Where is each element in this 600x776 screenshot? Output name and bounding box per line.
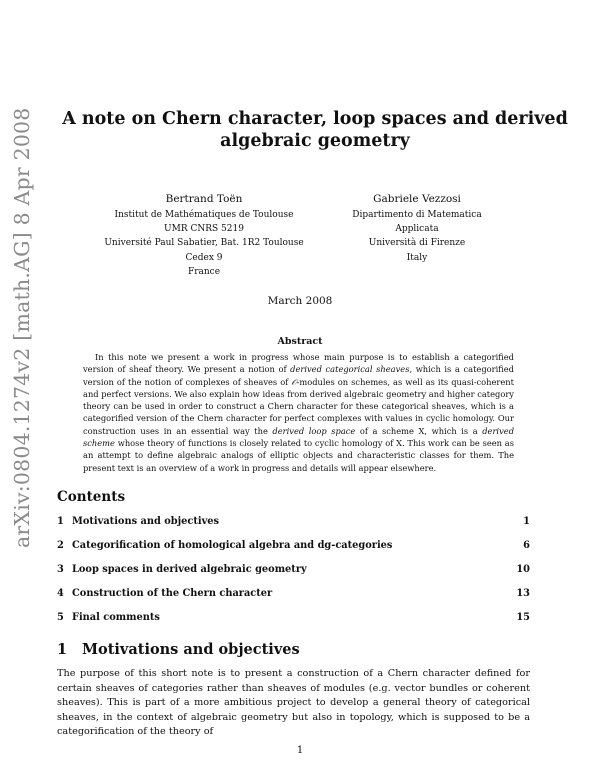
affiliation-line: Université Paul Sabatier, Bat. 1R2 Toulouse Cedex 9 (104, 238, 304, 263)
section-number: 1 (57, 641, 68, 658)
toc-entry-number: 5 (57, 612, 64, 623)
toc-entry[interactable] (57, 588, 530, 599)
toc-entry-title: Motivations and objectives (72, 516, 220, 527)
page-number: 1 (296, 745, 304, 756)
abstract-heading: Abstract (277, 336, 323, 347)
affiliation-line: Dipartimento di Matematica Applicata (352, 209, 482, 235)
paper-title: A note on Chern character, loop spaces and derived algebraic geometry (62, 109, 568, 151)
section-body-paragraph: The purpose of this short note is to present a construction of a Chern character defined for certain sheaves of categories rather than sheaves of modules (e.g. vector bundles or coherent sheaves). This is part of a more ambitious project to develop a general theory of categorical sheaves, in the context of algebraic geometry but also in topology, which is supposed to be a categorification of the theory of (57, 668, 530, 738)
section-heading (57, 641, 300, 658)
abstract-emphasis: derived scheme (83, 425, 514, 449)
toc-entry-page: 10 (516, 564, 530, 575)
toc-entry-title: Categorification of homological algebra and dg-categories (72, 540, 393, 551)
author-name: Bertrand Toën (165, 193, 243, 205)
toc-entry-title: Loop spaces in derived algebraic geometry (72, 564, 307, 575)
toc-entry[interactable] (57, 540, 530, 551)
toc-entry-title: Construction of the Chern character (72, 588, 273, 599)
toc-entry[interactable] (57, 612, 530, 623)
affiliation-line: Institut de Mathématiques de Toulouse (114, 209, 294, 220)
author-block-toen (104, 192, 304, 279)
author-name: Gabriele Vezzosi (373, 193, 461, 205)
section-title: Motivations and objectives (82, 641, 300, 658)
publication-date: March 2008 (267, 295, 333, 307)
affiliation-line: Italy (406, 252, 428, 263)
toc-entry-page: 15 (516, 612, 530, 623)
toc-entry-number: 3 (57, 564, 64, 575)
toc-entry-number: 4 (57, 588, 64, 599)
contents-heading: Contents (57, 489, 126, 505)
toc-entry-number: 2 (57, 540, 64, 551)
abstract-text: In this note we present a work in progress whose main purpose is to establish a categorified version of sheaf theory. We present a notion of derived categorical sheaves, which is a categorified version of the notion of complexes of sheaves of 𝒪-modules on schemes, as well as its quasi-coherent and perfect versions. We also explain how ideas from derived algebraic geometry and higher category theory can be used in order to construct a Chern character for these categorical sheaves, which is a categorified version of the Chern character for perfect complexes with values in cyclic homology. Our construction uses in an essential way the derived loop space of a scheme X, which is a derived scheme whose theory of functions is closely related to cyclic homology of X. This work can be seen as an attempt to define algebraic analogs of elliptic objects and characteristic classes for them. The present text is an overview of a work in progress and details will appear elsewhere. (83, 352, 514, 473)
toc-entry-page: 13 (516, 588, 530, 599)
toc-entry-page: 6 (523, 540, 530, 551)
toc-entry[interactable] (57, 516, 530, 527)
affiliation-line: UMR CNRS 5219 (164, 224, 244, 235)
toc-entry-title: Final comments (72, 612, 160, 623)
author-block-vezzosi (332, 192, 502, 265)
affiliation-line: Università di Firenze (368, 238, 466, 249)
arxiv-identifier-stamp: arXiv:0804.1274v2 [math.AG] 8 Apr 2008 (10, 107, 34, 548)
abstract-emphasis: derived loop space (272, 425, 356, 436)
affiliation-line: France (187, 266, 221, 277)
toc-entry[interactable] (57, 564, 530, 575)
toc-entry-number: 1 (57, 516, 64, 527)
abstract-emphasis: derived categorical sheaves (290, 364, 410, 375)
sheaf-symbol: 𝒪 (291, 376, 297, 387)
toc-entry-page: 1 (523, 516, 530, 527)
